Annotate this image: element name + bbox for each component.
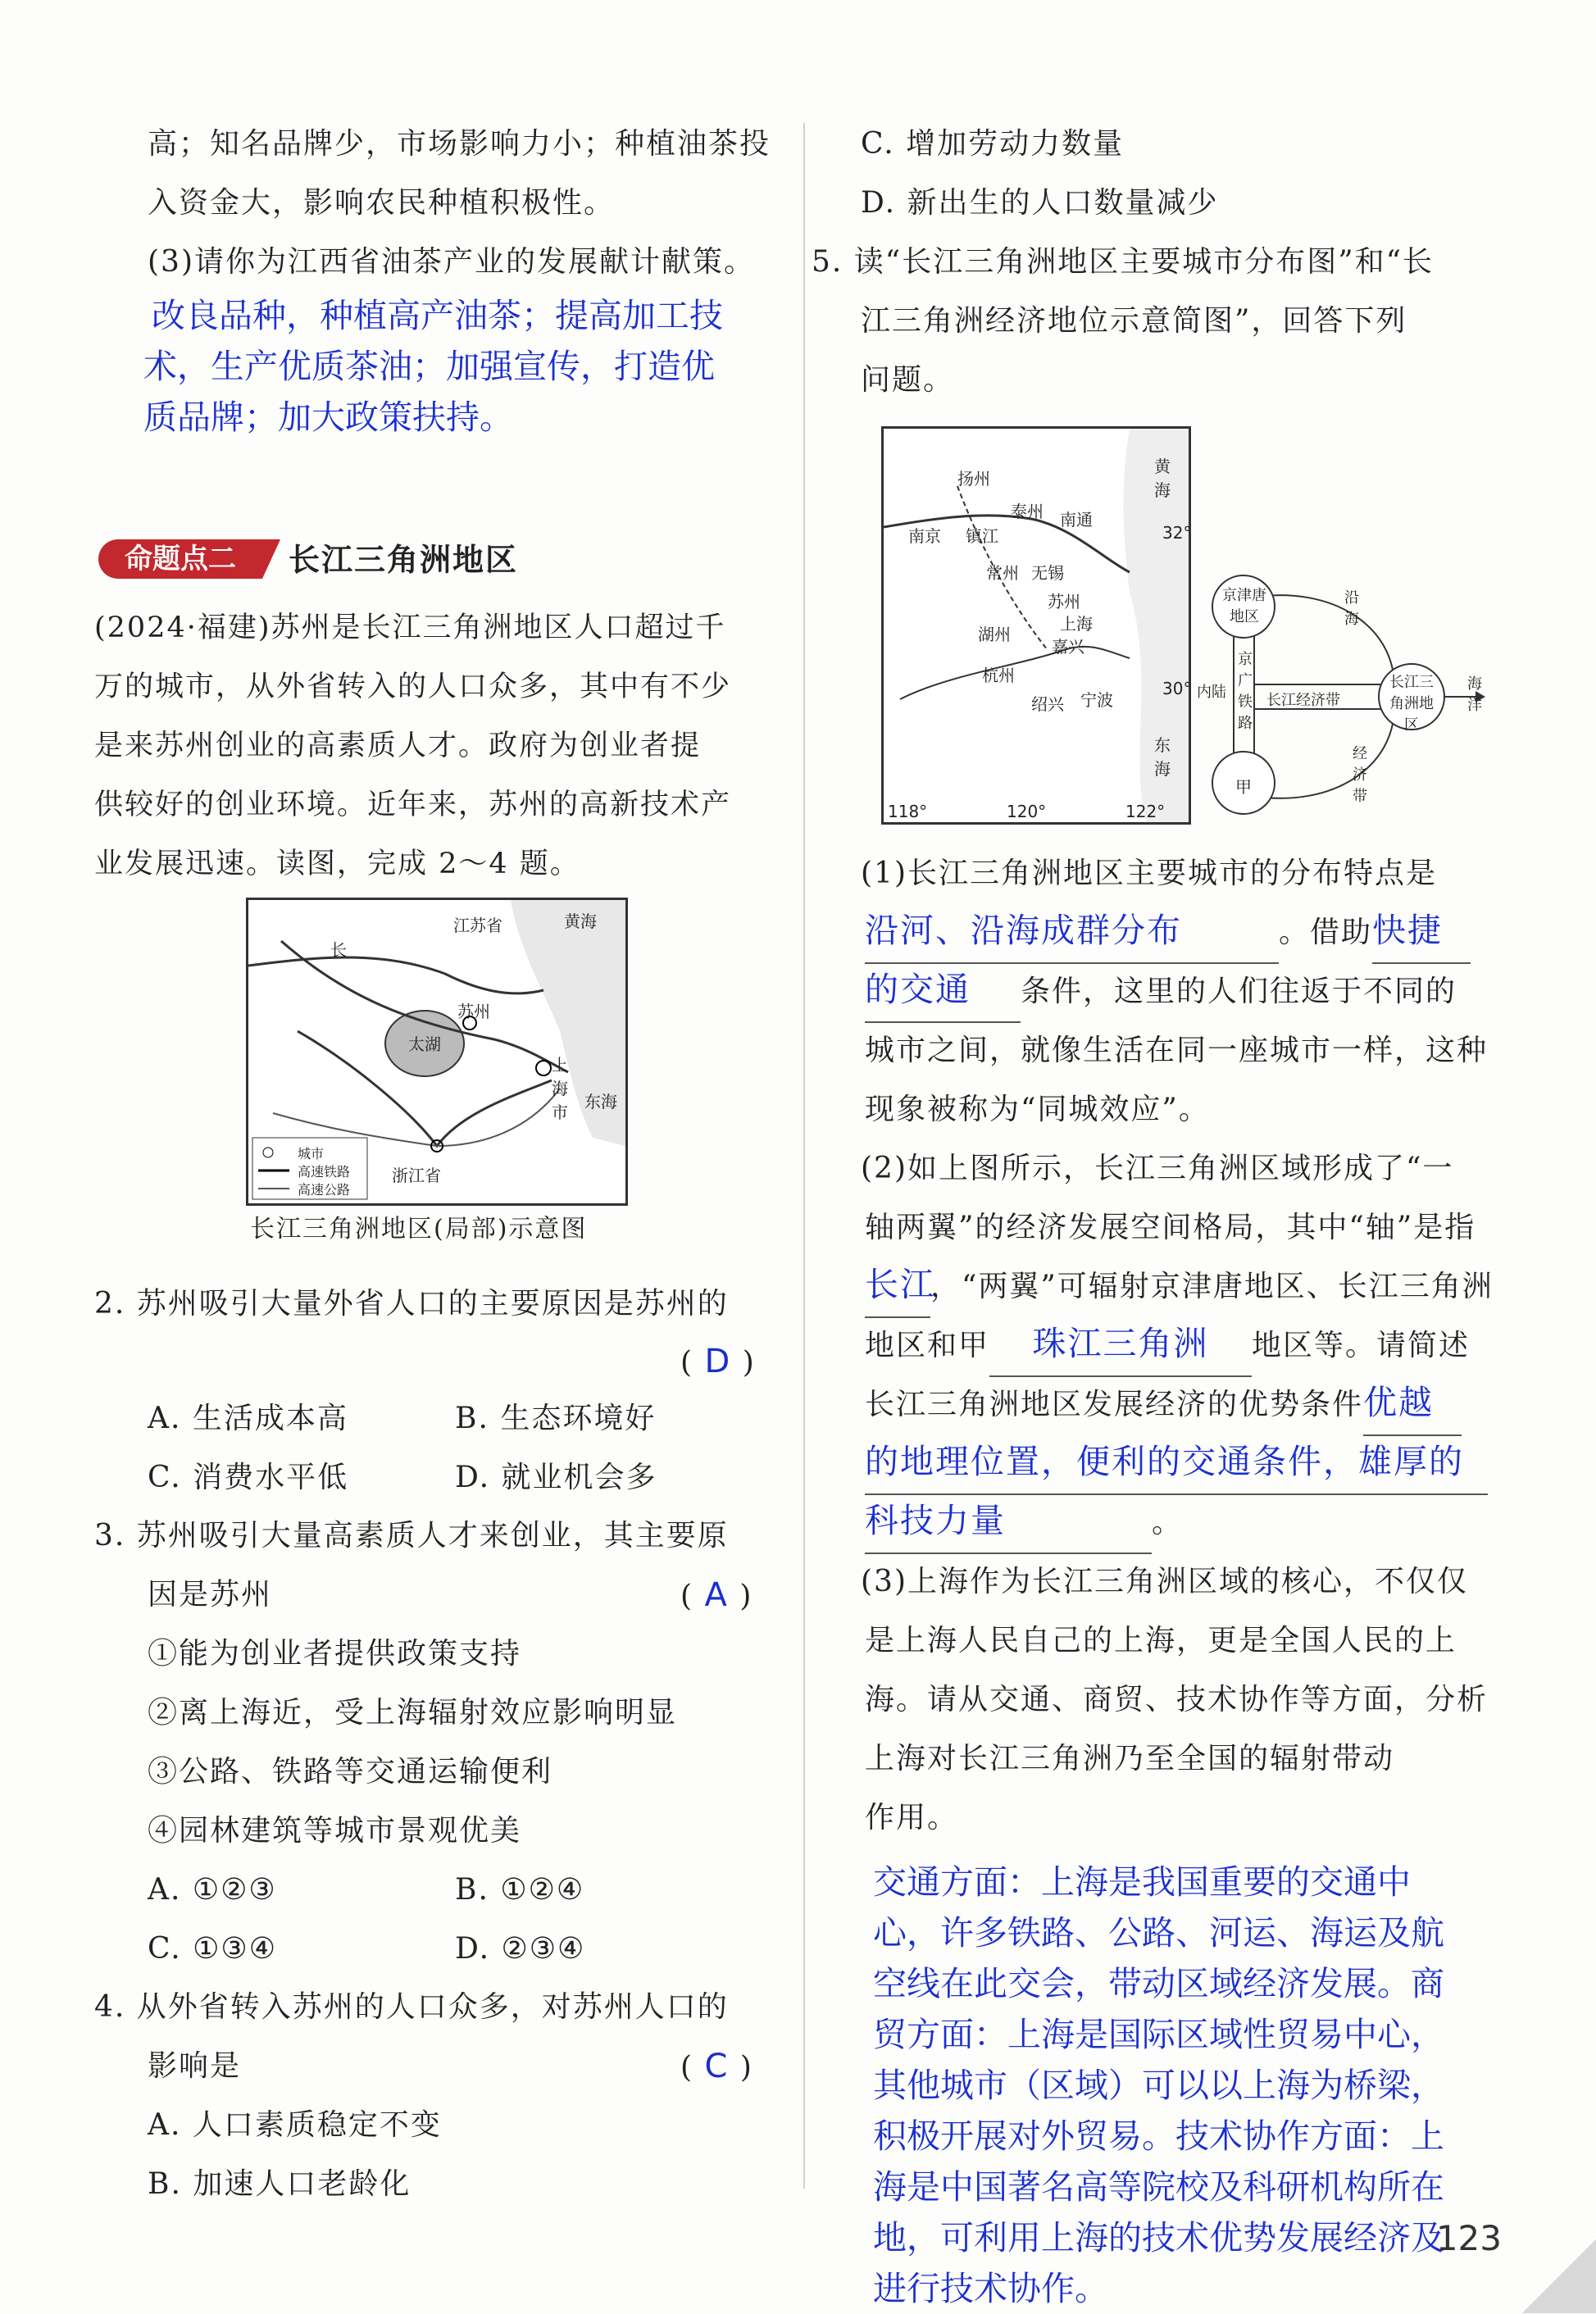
q3-item: ③公路、铁路等交通运输便利 [148,1755,553,1789]
q5-p1: 城市之间，就像生活在同一座城市一样，这种 [865,1034,1489,1067]
q3-answer: A [704,1576,729,1614]
city-label: 绍兴 [1031,694,1064,714]
q5-stem: 5. 读“长江三角洲地区主要城市分布图”和“长 [812,245,1435,279]
q5-p1-line [865,903,1471,964]
q5-p2-line [865,1434,1488,1495]
city-label: 泰州 [1011,502,1044,521]
option: B. 加速人口老龄化 [148,2167,412,2201]
diagram-coast: 沿海 [1344,589,1359,628]
label-lon118: 118° [888,802,928,821]
yrd-cities-svg [884,429,1192,822]
city-label: 常州 [986,563,1019,583]
label-donghai: 东海 [1154,735,1171,779]
section-badge: 命题点二 [98,539,262,579]
option: A. ①②③ [148,1873,277,1907]
intro-line: 万的城市，从外省转入的人口众多，其中有不少 [94,671,732,703]
handwritten-answer: 改良品种，种植高产油茶；提高加工技 [152,296,723,335]
option: B. 生态环境好 [455,1402,657,1435]
label-donghai: 东海 [584,1092,617,1112]
q5-p3: 是上海人民自己的上海，更是全国人民的上 [865,1624,1457,1657]
q2-answer-bracket: ( D ) [680,1343,756,1380]
city-label: 杭州 [982,666,1015,685]
handwritten-answer: 的地理位置，便利的交通条件，雄厚的 [865,1442,1464,1481]
economic-diagram [1197,566,1500,828]
label-taihu: 太湖 [408,1034,441,1054]
handwritten-answer: 其他城市（区域）可以以上海为桥梁， [873,2066,1444,2105]
label-chang: 长 [330,940,347,960]
q5-p2-line [865,1375,1462,1436]
option: D. ②③④ [455,1932,586,1966]
q3-answer-bracket: ( A ) [680,1576,753,1614]
text: 。 [1152,1506,1184,1539]
city-label: 南京 [908,526,941,546]
option: D. 就业机会多 [455,1461,657,1494]
diagram-belt: 经济带 [1353,745,1367,805]
option: B. ①②④ [455,1873,585,1907]
q4-answer-bracket: ( C ) [680,2048,753,2085]
text: 地区等。请简述 [1252,1329,1471,1362]
text-line: 入资金大，影响农民种植积极性。 [148,186,616,220]
handwritten-answer: 贸方面：上海是国际区域性贸易中心， [873,2015,1444,2054]
legend-road-label: 高速公路 [298,1182,351,1198]
label-lat32: 32° [1162,523,1192,543]
shanghai-dot [536,1061,551,1075]
handwritten-answer: 心，许多铁路、公路、河运、海运及航 [873,1913,1444,1953]
city-label: 扬州 [957,469,990,489]
page-curl [1522,2239,1596,2313]
city-label: 上海 [1060,614,1093,634]
page-number: 123 [1435,2218,1502,2258]
option: A. 人口素质稳定不变 [148,2108,442,2142]
q5-p3: (3)上海作为长江三角洲区域的核心，不仅仅 [861,1565,1468,1598]
city-label: 嘉兴 [1052,637,1084,657]
intro-line: 供较好的创业环境。近年来，苏州的高新技术产 [94,789,732,821]
text: 地区和甲 [865,1329,990,1362]
handwritten-answer: 沿河、沿海成群分布 [865,911,1182,950]
option: C. 增加劳动力数量 [861,127,1125,161]
legend-rail-label: 高速铁路 [298,1164,351,1180]
city-label: 无锡 [1031,563,1064,583]
option: A. 生活成本高 [148,1402,348,1435]
intro-line: 业发展迅速。读图，完成 2～4 题。 [94,848,580,880]
label-lon122: 122° [1125,802,1166,821]
text: 。借助 [1279,916,1373,949]
q5-p1: 现象被称为“同城效应”。 [865,1093,1210,1126]
label-huanghai: 黄海 [1154,457,1171,500]
city-label: 宁波 [1080,690,1113,710]
yrd-map [246,898,628,1206]
q3-stem: 3. 苏州吸引大量高素质人才来创业，其主要原 [94,1519,729,1553]
text: 条件，这里的人们往返于不同的 [1021,975,1457,1008]
option: D. 新出生的人口数量减少 [861,186,1219,220]
text: 长江三角洲地区发展经济的优势条件 [865,1388,1364,1421]
diagram-jia: 甲 [1235,777,1252,797]
handwritten-answer: 交通方面：上海是我国重要的交通中 [873,1862,1411,1902]
handwritten-answer: 珠江三角洲 [1032,1324,1209,1363]
q5-stem: 江三角洲经济地位示意简图”，回答下列 [861,304,1407,338]
q4-stem: 4. 从外省转入苏州的人口众多，对苏州人口的 [94,1990,729,2024]
q5-p2-line [865,1257,1494,1318]
q5-p3: 作用。 [865,1801,959,1834]
intro-line: (2024·福建)苏州是长江三角洲地区人口超过千 [94,611,726,644]
label-shanghai: 上海市 [552,1055,568,1122]
label-huanghai: 黄海 [564,912,597,931]
q3-prompt: (3)请你为江西省油茶产业的发展献计献策。 [148,245,755,279]
city-label: 苏州 [1048,592,1080,611]
legend-city-label: 城市 [298,1146,325,1162]
diagram-inland: 内陆 [1197,684,1226,701]
handwritten-answer: 科技力量 [865,1501,1006,1540]
handwritten-answer: 长江 [865,1265,935,1304]
section-title: 长江三角洲地区 [289,542,519,578]
text: ，“两翼”可辐射京津唐地区、长江三角洲 [930,1270,1494,1303]
q2-stem: 2. 苏州吸引大量外省人口的主要原因是苏州的 [94,1287,729,1321]
q5-p1: (1)长江三角洲地区主要城市的分布特点是 [861,857,1437,890]
option: C. ①③④ [148,1932,277,1966]
q2-answer: D [704,1343,732,1380]
map-caption: 长江三角洲地区(局部)示意图 [250,1215,588,1243]
handwritten-answer: 优越 [1363,1383,1435,1422]
q4-answer: C [704,2048,730,2085]
city-label: 湖州 [978,625,1011,644]
handwritten-answer: 快捷 [1372,911,1444,950]
diagram-axis: 长江经济带 [1266,692,1340,709]
label-lat30: 30° [1162,679,1192,698]
q3-stem: 因是苏州 [148,1578,273,1612]
q3-item: ④园林建筑等城市景观优美 [148,1814,522,1848]
diagram-ocean: 海洋 [1467,675,1482,714]
label-jiangsu: 江苏省 [453,916,502,935]
city-label: 南通 [1060,510,1093,530]
q5-p2: (2)如上图所示，长江三角洲区域形成了“一 [861,1152,1454,1185]
q4-stem: 影响是 [148,2049,242,2083]
city-label: 镇江 [966,526,998,546]
q5-p2-line [865,1316,1470,1377]
label-suzhou: 苏州 [457,1002,490,1021]
diagram-jjt: 京津唐地区 [1222,587,1266,625]
handwritten-answer: 的交通 [865,970,971,1009]
handwritten-answer: 质品牌；加大政策扶持。 [143,398,513,437]
handwritten-answer: 术，生产优质茶油；加强宣传，打造优 [143,347,715,386]
q3-item: ②离上海近，受上海辐射效应影响明显 [148,1696,678,1730]
q3-item: ①能为创业者提供政策支持 [148,1637,522,1671]
yangtze-river [248,957,543,993]
handwritten-answer: 地，可利用上海的技术优势发展经济及 [873,2218,1444,2257]
q5-stem: 问题。 [861,363,955,397]
q5-p2: 轴两翼”的经济发展空间格局，其中“轴”是指 [865,1211,1476,1244]
diagram-rail: 京广铁路 [1238,651,1253,732]
q5-p3: 海。请从交通、商贸、技术协作等方面，分析 [865,1683,1489,1716]
handwritten-answer: 空线在此交会，带动区域经济发展。商 [873,1964,1444,2003]
column-divider [803,123,805,2189]
label-zhejiang: 浙江省 [392,1166,441,1185]
text-line: 高；知名品牌少，市场影响力小；种植油茶投 [148,127,771,161]
option: C. 消费水平低 [148,1461,349,1494]
label-lon120: 120° [1007,802,1047,821]
handwritten-answer: 进行技术协作。 [873,2269,1108,2308]
q5-p1-line [865,962,1457,1023]
diagram-yrd: 长江三角洲地区 [1389,674,1434,734]
q5-p2-line [865,1493,1183,1554]
handwritten-answer: 积极开展对外贸易。技术协作方面：上 [873,2116,1444,2156]
intro-line: 是来苏州创业的高素质人才。政府为创业者提 [94,730,702,762]
handwritten-answer: 海是中国著名高等院校及科研机构所在 [873,2167,1444,2207]
yrd-cities-map [881,426,1191,825]
q5-p3: 上海对长江三角洲乃至全国的辐射带动 [865,1742,1395,1775]
